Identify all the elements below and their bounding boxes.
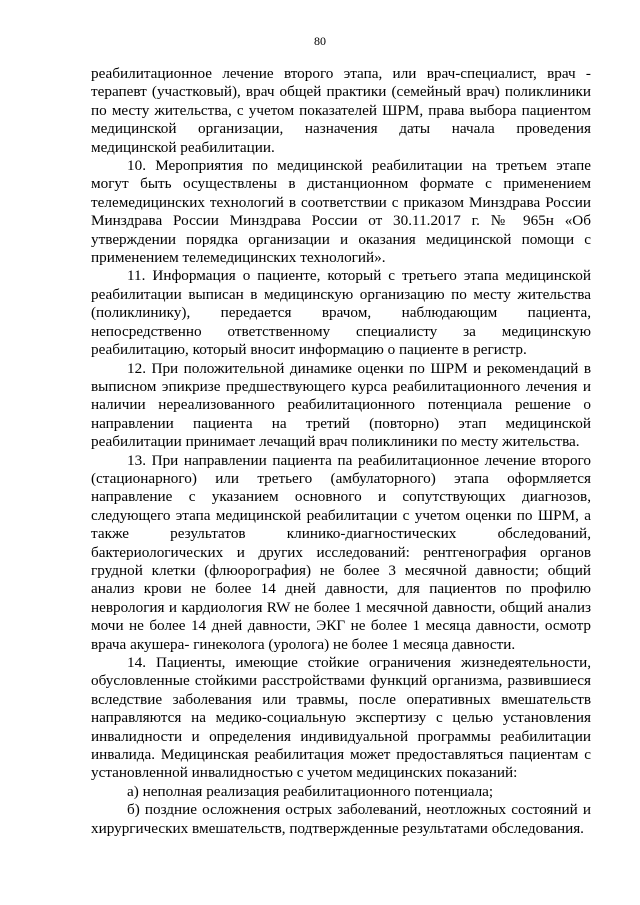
paragraph-item-10: 10. Мероприятия по медицинской реабилитации на третьем этапе могут быть осуществлены в дистанционном формате с применением телемедицинских технологий в соответствии с приказом Минздрава России Минздрава России Минздрава России от 30.11.2017 г. № 965н «Об утверждении порядка организации и оказания медицинской помощи с применением телемедицинских технологий». <box>91 157 591 267</box>
paragraph-item-11: 11. Информация о пациенте, который с третьего этапа медицинской реабилитации выписан в медицинскую организацию по месту жительства (поликлинику), передается врачом, наблюдающим пациента, непосредственно ответственному специалисту за медицинскую реабилитацию, который вносит информацию о пациенте в регистр. <box>91 267 591 359</box>
paragraph-continuation: реабилитационное лечение второго этапа, или врач-специалист, врач - терапевт (участковый), врач общей практики (семейный врач) поликлиники по месту жительства, с учетом показателей ШРМ, права выбора пациентом медицинской организации, назначения даты начала проведения медицинской реабилитации. <box>91 65 591 156</box>
page-number: 80 <box>314 34 326 48</box>
paragraph-item-14: 14. Пациенты, имеющие стойкие ограничения жизнедеятельности, обусловленные стойкими расстройствами функций организма, развившиеся вследствие заболевания или травмы, после оперативных вмешательств направляются на медико-социальную экспертизу с целью установления инвалидности и определения индивидуальной программы реабилитации инвалида. Медицинская реабилитация может предоставляться пациентам с установленной инвалидностью с учетом медицинских показаний: <box>91 654 591 782</box>
paragraph-subitem-b: б) поздние осложнения острых заболеваний, неотложных состояний и хирургических вмешательств, подтвержденные результатами обследования. <box>91 801 591 837</box>
document-body <box>91 65 591 838</box>
paragraph-item-13: 13. При направлении пациента па реабилитационное лечение второго (стационарного) или третьего (амбулаторного) этапа оформляется направление с указанием основного и сопутствующих диагнозов, следующего этапа медицинской реабилитации с учетом оценки по ШРМ, а также результатов клинико-диагностических обследований, бактериологических и других исследований: рентгенография органов грудной клетки (флюорография) не более 3 месячной давности; общий анализ крови не более 14 дней давности, для пациентов по профилю неврология и кардиология RW не более 1 месячной давности, общий анализ мочи не более 14 дней давности, ЭКГ не более 1 месяца давности, осмотр врача акушера- гинеколога (уролога) не более 1 месяца давности. <box>91 451 591 653</box>
paragraph-subitem-a: а) неполная реализация реабилитационного потенциала; <box>127 782 494 800</box>
paragraph-item-12: 12. При положительной динамике оценки по ШРМ и рекомендаций в выписном эпикризе предшествующего курса реабилитационного лечения и наличии нереализованного реабилитационного потенциала решение о направлении пациента на третий (повторно) этап медицинской реабилитации принимает лечащий врач поликлиники по месту жительства. <box>91 359 591 451</box>
